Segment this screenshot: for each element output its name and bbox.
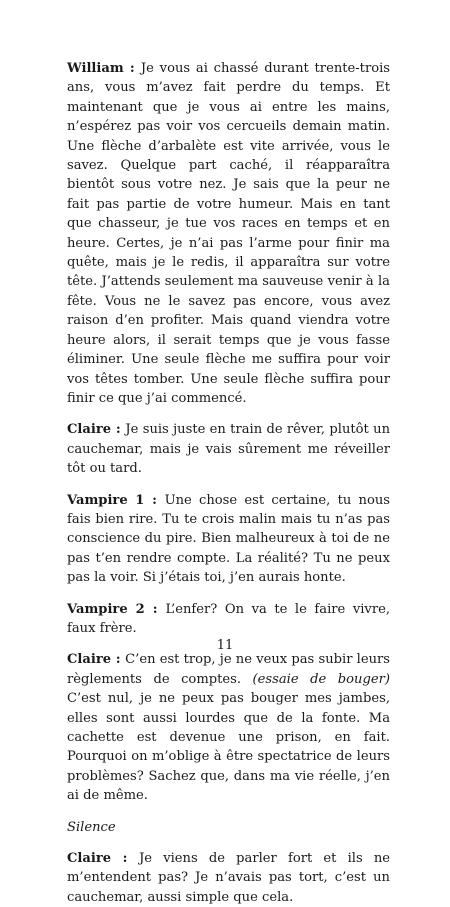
dialogue-paragraph bbox=[67, 600, 390, 639]
speaker-separator: : bbox=[111, 851, 140, 867]
speaker-separator: : bbox=[123, 61, 141, 76]
dialogue-text: L’enfer? On va te le faire vivre, faux frère. bbox=[67, 601, 390, 636]
speaker-name: Claire bbox=[67, 422, 112, 438]
dialogue-text: C’en est trop, je ne veux pas subir leurs règlements de comptes. bbox=[67, 652, 391, 687]
dialogue-paragraph bbox=[67, 849, 390, 907]
dialogue-paragraph bbox=[67, 650, 390, 805]
dialogue-paragraph bbox=[67, 491, 390, 588]
stage-direction bbox=[67, 818, 390, 837]
speaker-separator: : bbox=[111, 422, 126, 438]
stage-direction-text: (essaie de bouger) bbox=[252, 671, 390, 687]
speaker-name: Claire bbox=[67, 652, 112, 668]
page-number: 11 bbox=[216, 638, 234, 653]
dialogue-text: Je suis juste en train de rêver, plutôt un cauchemar, mais je vais sûrement me réveiller tôt ou tard. bbox=[67, 422, 391, 477]
dialogue-paragraph bbox=[67, 420, 390, 478]
speaker-separator: : bbox=[144, 492, 165, 508]
speaker-name: William bbox=[67, 61, 124, 76]
stage-direction-text: Silence bbox=[67, 819, 116, 835]
dialogue-text: C’est nul, je ne peux pas bouger mes jambes, elles sont aussi lourdes que de la fonte. Ma cachette est devenue une prison, en fait. Pourquoi on m’oblige à être spectatrice de leurs problèmes? Sachez que, dans ma vie réelle, j’en ai de même. bbox=[67, 691, 390, 804]
speaker-separator: : bbox=[111, 652, 126, 668]
speaker-name: Claire bbox=[67, 851, 112, 867]
dialogue-text: Une chose est certaine, tu nous fais bien rire. Tu te crois malin mais tu n’as pas conscience du pire. Bien malheureux à toi de ne pas t’en rendre compte. La réalité? Tu ne peux pas la voir. Si j’étais toi, j’en aurais honte. bbox=[67, 492, 391, 586]
play-text bbox=[67, 59, 390, 907]
speaker-name: Vampire 2 bbox=[67, 601, 145, 617]
speaker-separator: : bbox=[144, 601, 166, 617]
dialogue-text: Je vous ai chassé durant trente-trois ans, vous m’avez fait perdre du temps. Et maintenant que je vous ai entre les mains, n’espérez pas voir vos cercueils demain matin. Une flèche d’arbalète est vite arrivée, vous le savez. Quelque part caché, il réapparaîtra bientôt sous votre nez. Je sais que la peur ne fait pas partie de votre humeur. Mais en tant que chasseur, je tue vos races en temps et en heure. Certes, je n’ai pas l’arme pour finir ma quête, mais je le redis, il apparaîtra sur votre tête. J’attends seulement ma sauveuse venir à la fête. Vous ne le savez pas encore, vous avez raison d’en profiter. Mais quand viendra votre heure alors, il serait temps que je vous fasse éliminer. Une seule flèche me suffira pour voir vos têtes tomber. Une seule flèche suffira pour finir ce que j’ai commencé. bbox=[67, 61, 390, 406]
speaker-name: Vampire 1 bbox=[67, 492, 145, 508]
dialogue-text: Je viens de parler fort et ils ne m’entendent pas? Je n’avais pas tort, c’est un cauchemar, aussi simple que cela. bbox=[67, 851, 391, 905]
dialogue-paragraph bbox=[67, 59, 390, 408]
